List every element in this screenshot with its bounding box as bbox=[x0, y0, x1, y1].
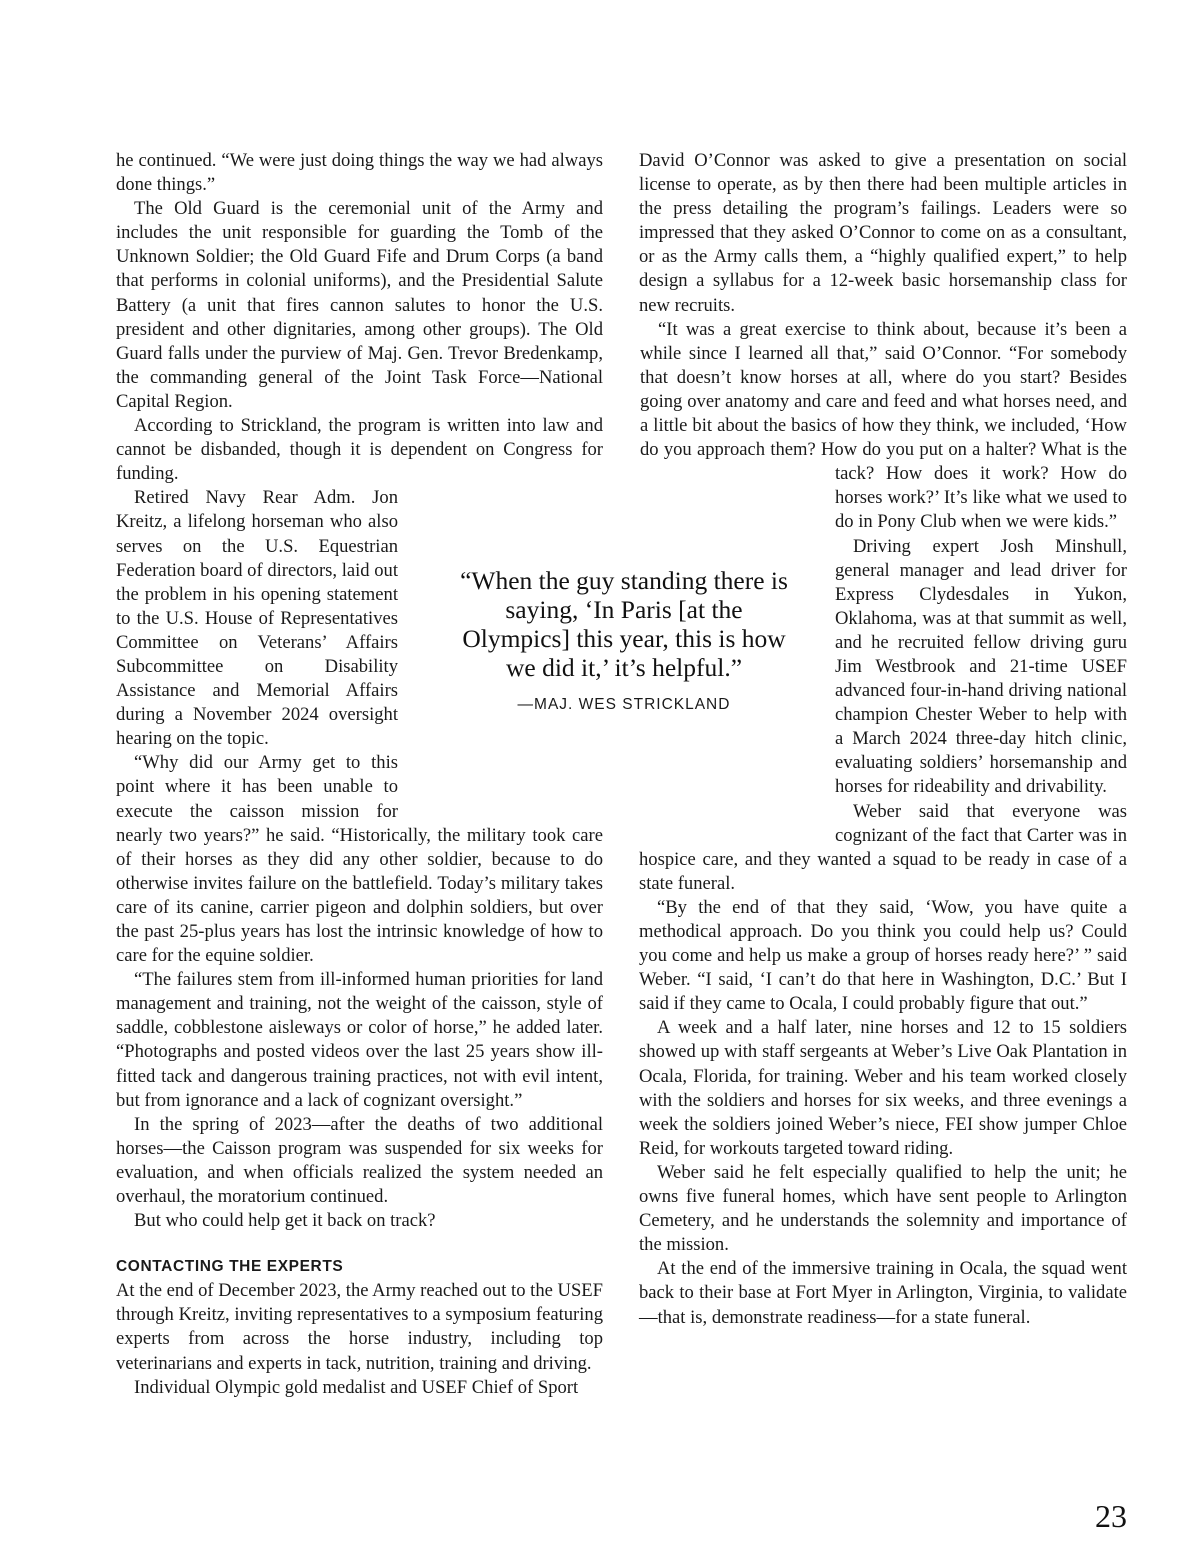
paragraph: At the end of the immersive training in Ocala, the squad went back to their base at Fort Myer in Arlington, Virginia, to validate—that is, demonstrate readiness—for a state funeral. bbox=[639, 1258, 1127, 1328]
left-column bbox=[116, 149, 603, 1400]
paragraph: he continued. “We were just doing things the way we had always done things.” bbox=[116, 150, 603, 196]
pullquote-text: “When the guy standing there is saying, ‘In Paris [at the Olympics] this year, this is how we did it,’ it’s helpful.” bbox=[460, 566, 788, 682]
paragraph: At the end of December 2023, the Army reached out to the USEF through Kreitz, inviting representatives to a symposium featuring experts from across the horse industry, including top veterinarians and experts in tack, nutrition, training and driving. bbox=[116, 1280, 603, 1374]
paragraph: “Why did our Army get to this point where it has been unable to execute the caisson mission for nearly two years?” he said. “Historically, the military took care of their horses as they did any other soldier, because to do otherwise invites failure on the battlefield. Today’s military takes care of its canine, carrier pigeon and dolphin soldiers, but over the past 25-plus years has lost the intrinsic knowledge of how to care for the equine soldier. bbox=[116, 752, 603, 967]
paragraph: “It was a great exercise to think about, because it’s been a while since I learned all that,” said O’Connor. “For somebody that doesn’t know horses at all, where do you start? Besides going over anatomy and care and feed and what horses need, and a little bit about the basics of how they think, we included, ‘How do you approach them? How do you put on a halter? What is the tack? How does it work? How do horses work?’ It’s like what we used to do in Pony Club when we were kids.” bbox=[640, 318, 1127, 533]
paragraph: The Old Guard is the ceremonial unit of the Army and includes the unit responsible for guarding the Tomb of the Unknown Soldier; the Old Guard Fife and Drum Corps (a band that performs in colonial uniforms), and the Presidential Salute Battery (a unit that fires cannon salutes to honor the U.S. president and other dignitaries, among other groups). The Old Guard falls under the purview of Maj. Gen. Trevor Bredenkamp, the commanding general of the Joint Task Force—National Capital Region. bbox=[116, 198, 603, 412]
paragraph: “By the end of that they said, ‘Wow, you have quite a methodical approach. Do you think you could help us? Could you come and help us make a group of horses ready here?’ ” said Weber. “I said, ‘I can’t do that here in Washington, D.C.’ But I said if they came to Ocala, I could probably figure that out.” bbox=[639, 896, 1127, 1015]
pullquote bbox=[455, 566, 793, 714]
paragraph: Retired Navy Rear Adm. Jon Kreitz, a lifelong horseman who also serves on the U.S. Equestrian Federation board of directors, laid out the problem in his opening statement to the U.S. House of Representatives Committee on Veterans’ Affairs Subcommittee on Disability Assistance and Memorial Affairs during a November 2024 oversight hearing on the topic. bbox=[116, 487, 398, 750]
paragraph: But who could help get it back on track? bbox=[134, 1210, 436, 1232]
paragraph: David O’Connor was asked to give a presentation on social license to operate, as by then there had been multiple articles in the press detailing the program’s failings. Leaders were so impressed that they asked O’Connor to come on as a consultant, or as the Army calls them, a “highly qualified expert,” to help design a syllabus for a 12-week basic horsemanship class for new recruits. bbox=[639, 150, 1127, 316]
paragraph: Weber said that everyone was cognizant of the fact that Carter was in hospice care, and they wanted a squad to be ready in case of a state funeral. bbox=[639, 800, 1127, 894]
right-column bbox=[639, 149, 1127, 1330]
pullquote-attribution: —MAJ. WES STRICKLAND bbox=[517, 696, 731, 713]
paragraph: “The failures stem from ill-informed human priorities for land management and training, not the weight of the caisson, style of saddle, cobblestone aisleways or color of horse,” he added later. “Photographs and posted videos over the last 25 years show ill-fitted tack and dangerous training practices, not with evil intent, but from ignorance and a lack of cognizant oversight.” bbox=[116, 969, 603, 1111]
paragraph: A week and a half later, nine horses and 12 to 15 soldiers showed up with staff sergeants at Weber’s Live Oak Plantation in Ocala, Florida, for training. Weber and his team worked closely with the soldiers and horses for six weeks, and three evenings a week the soldiers joined Weber’s niece, FEI show jumper Chloe Reid, for workouts targeted toward riding. bbox=[639, 1017, 1127, 1159]
paragraph: In the spring of 2023—after the deaths of two additional horses—the Caisson program was suspended for six weeks for evaluation, and when officials realized the system needed an overhaul, the moratorium continued. bbox=[116, 1113, 603, 1208]
section-subhead: CONTACTING THE EXPERTS bbox=[116, 1258, 344, 1276]
paragraph: According to Strickland, the program is written into law and cannot be disbanded, though it is dependent on Congress for funding. bbox=[116, 415, 603, 485]
paragraph: Weber said he felt especially qualified to help the unit; he owns five funeral homes, which have sent people to Arlington Cemetery, and he understands the solemnity and importance of the mission. bbox=[639, 1161, 1127, 1256]
paragraph: Individual Olympic gold medalist and USEF Chief of Sport bbox=[134, 1376, 579, 1398]
page-number: 23 bbox=[1095, 1498, 1127, 1534]
paragraph: Driving expert Josh Minshull, general manager and lead driver for Express Clydesdales in Yukon, Oklahoma, was at that summit as well, and he recruited fellow driving guru Jim Westbrook and 21-time USEF advanced four-in-hand driving national champion Chester Weber to help with a March 2024 three-day hitch clinic, evaluating soldiers’ horsemanship and horses for rideability and drivability. bbox=[835, 535, 1127, 798]
